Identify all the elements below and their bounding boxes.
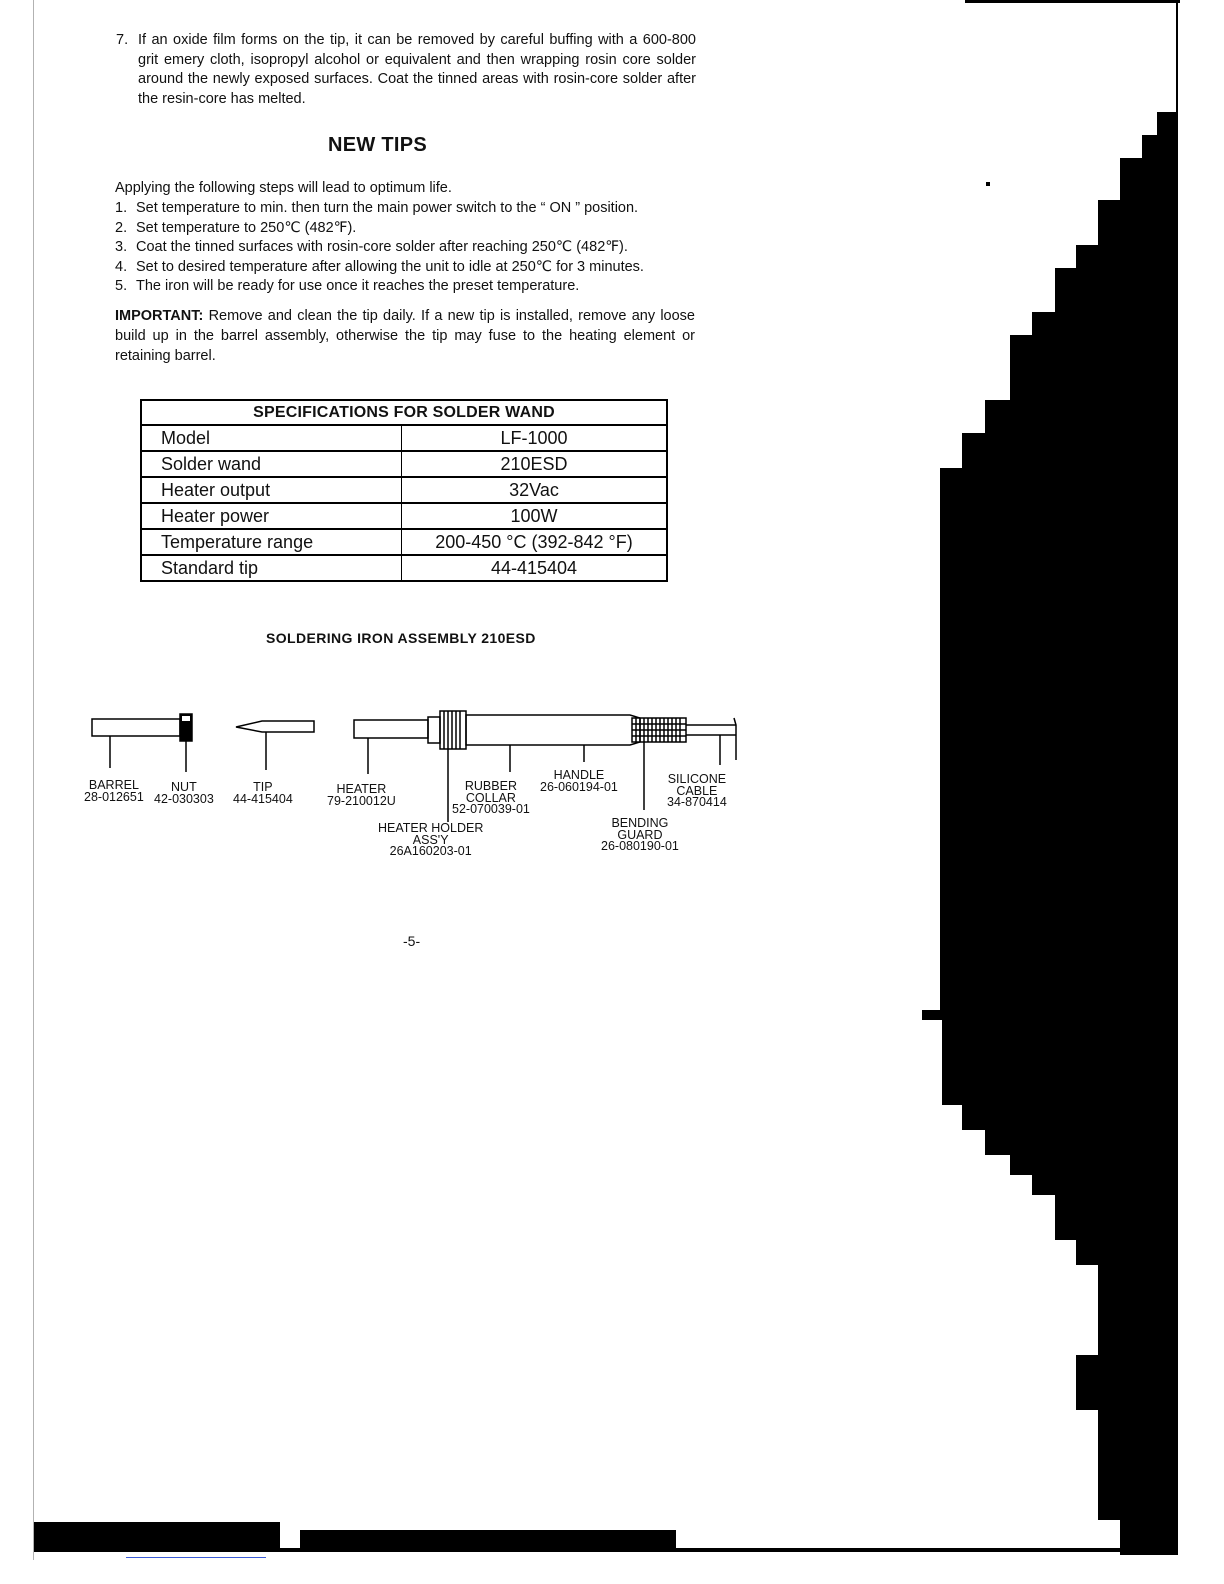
bending-guard-label: BENDING GUARD 26-080190-01 (601, 816, 679, 853)
important-label: IMPORTANT: (115, 308, 204, 324)
table-row: Standard tip 44-415404 (141, 555, 667, 581)
tip-label: TIP 44-415404 (233, 780, 293, 806)
list-item: 5. The iron will be ready for use once it reaches the preset temperature. (115, 278, 580, 295)
silicone-cable-part (686, 725, 736, 735)
list-item: 1. Set temperature to min. then turn the main power switch to the “ ON ” position. (115, 200, 639, 216)
table-row: Model LF-1000 (141, 425, 667, 451)
barrel-part (92, 719, 180, 736)
heater-label: HEATER 79-210012U (327, 782, 396, 808)
heater-part (354, 720, 428, 738)
important-text: Remove and clean the tip daily. If a new tip is installed, remove any loose build up in the barrel assembly, otherwise the tip may fuse to the heating element or retaining barrel. (115, 308, 695, 364)
table-header: SPECIFICATIONS FOR SOLDER WAND (141, 400, 667, 425)
assembly-title: SOLDERING IRON ASSEMBLY 210ESD (266, 630, 536, 646)
silicone-cable-label: SILICONE CABLE 34-870414 (667, 772, 727, 809)
table-row: Heater output 32Vac (141, 477, 667, 503)
page-number: -5- (403, 933, 421, 949)
rubber-collar-label: RUBBER COLLAR 52-070039-01 (452, 779, 530, 816)
tip-part (236, 721, 314, 732)
table-row: Temperature range 200-450 °C (392-842 °F) (141, 529, 667, 555)
list-item: 3. Coat the tinned surfaces with rosin-core solder after reaching 250℃ (482℉). (115, 239, 628, 256)
step-text: If an oxide film forms on the tip, it can be removed by careful buffing with a 600-800 grit emery cloth, isopropyl alcohol or equivalent and then wrapping rosin core solder around the newly exposed surfaces. Coat the tinned areas with rosin-core solder after the resin-core has melted. (138, 32, 696, 107)
section-heading: NEW TIPS (328, 134, 428, 156)
list-item: 4. Set to desired temperature after allowing the unit to idle at 250℃ for 3 minutes. (115, 258, 644, 275)
heater-holder-label: HEATER HOLDER ASS'Y 26A160203-01 (378, 821, 484, 858)
step-number: 7. (116, 32, 129, 48)
handle-label: HANDLE 26-060194-01 (540, 768, 618, 794)
list-item: 2. Set temperature to 250℃ (482℉). (115, 219, 357, 236)
table-row: Heater power 100W (141, 503, 667, 529)
new-tips-intro: Applying the following steps will lead to optimum life. (115, 180, 452, 196)
handle-part (466, 715, 640, 745)
table-row: Solder wand 210ESD (141, 451, 667, 477)
nut-label: NUT 42-030303 (154, 780, 214, 806)
barrel-label: BARREL 28-012651 (84, 778, 144, 804)
